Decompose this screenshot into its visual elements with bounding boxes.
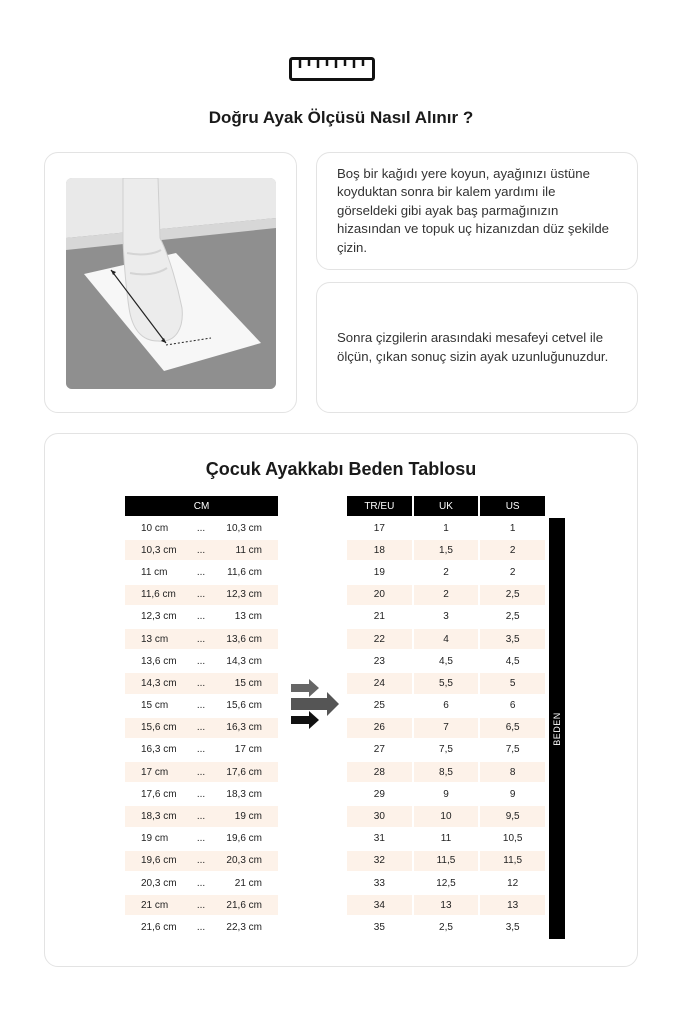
table-row: [347, 851, 547, 871]
size-chart-card: [44, 433, 638, 967]
tr-eu-cell: 19: [347, 562, 414, 582]
table-row: [347, 762, 547, 782]
cm-separator-cell: ...: [191, 806, 211, 826]
uk-cell: 1: [414, 518, 481, 538]
cm-separator-cell: ...: [196, 833, 206, 845]
cm-separator-cell: ...: [196, 700, 206, 712]
table-row: [347, 806, 547, 826]
uk-cell: 3: [414, 607, 481, 627]
table-row: [125, 740, 278, 760]
cm-separator-cell: ...: [196, 522, 206, 534]
cm-to-cell: 15 cm: [211, 673, 278, 693]
us-cell: 7,5: [480, 740, 547, 760]
table-row: [347, 607, 547, 627]
page-title: Doğru Ayak Ölçüsü Nasıl Alınır ?: [208, 108, 474, 127]
ruler-icon: [289, 57, 375, 81]
cm-from-cell: 19 cm: [141, 833, 169, 845]
us-cell: 13: [480, 895, 547, 915]
table-row: [347, 562, 547, 582]
us-cell: 2,5: [480, 585, 547, 605]
uk-cell: 2,5: [414, 917, 481, 937]
table-row: [125, 540, 278, 560]
table-row: [125, 518, 278, 538]
cm-from-cell: 11,6 cm: [125, 585, 191, 605]
us-cell: 12: [480, 873, 547, 893]
cm-to-cell: 21,6 cm: [211, 895, 278, 915]
table-row: [347, 585, 547, 605]
uk-cell: 4,5: [414, 651, 481, 671]
cm-to-cell: 12,3 cm: [211, 585, 278, 605]
table-row: [347, 740, 547, 760]
us-cell: 2: [480, 540, 547, 560]
cm-separator-cell: ...: [196, 921, 206, 933]
tr-eu-cell: 32: [347, 851, 414, 871]
table-row: [125, 895, 278, 915]
uk-cell: 12,5: [414, 873, 481, 893]
table-row: [125, 585, 278, 605]
table-row: [125, 718, 278, 738]
table-row: [347, 718, 547, 738]
size-header-tr-eu: TR/EU: [347, 496, 414, 516]
tr-eu-cell: 34: [347, 895, 414, 915]
table-row: [347, 784, 547, 804]
instruction-text-2: Sonra çizgilerin arasındaki mesafeyi cetvel ile ölçün, çıkan sonuç sizin ayak uzunluğunuzdur.: [337, 330, 609, 364]
table-row: [347, 540, 547, 560]
cm-from-cell: 17,6 cm: [141, 788, 177, 800]
cm-separator-cell: ...: [191, 629, 211, 649]
cm-to-cell: 14,3 cm: [226, 655, 262, 667]
cm-to-cell: 11 cm: [211, 540, 278, 560]
cm-separator-cell: ...: [191, 895, 211, 915]
arrows-right-icon: [291, 678, 343, 730]
tr-eu-cell: 17: [347, 518, 414, 538]
tr-eu-cell: 20: [347, 585, 414, 605]
us-cell: 2: [480, 562, 547, 582]
table-row: [125, 806, 278, 826]
uk-cell: 11,5: [414, 851, 481, 871]
table-row: [125, 651, 278, 671]
cm-separator-cell: ...: [196, 744, 206, 756]
cm-separator-cell: ...: [196, 611, 206, 623]
tr-eu-cell: 29: [347, 784, 414, 804]
table-row: [125, 762, 278, 782]
us-cell: 5: [480, 673, 547, 693]
cm-from-cell: 19,6 cm: [125, 851, 191, 871]
table-row: [347, 518, 547, 538]
uk-cell: 13: [414, 895, 481, 915]
cm-separator-cell: ...: [196, 566, 206, 578]
cm-separator-cell: ...: [196, 655, 206, 667]
cm-from-cell: 20,3 cm: [141, 877, 177, 889]
table-row: [347, 651, 547, 671]
cm-header: CM: [125, 496, 278, 516]
cm-to-cell: 20,3 cm: [211, 851, 278, 871]
table-row: [347, 629, 547, 649]
cm-to-cell: 22,3 cm: [226, 921, 262, 933]
tr-eu-cell: 28: [347, 762, 414, 782]
table-row: [125, 873, 278, 893]
cm-from-cell: 15 cm: [141, 700, 169, 712]
cm-to-cell: 18,3 cm: [226, 788, 262, 800]
us-cell: 9,5: [480, 806, 547, 826]
cm-from-cell: 18,3 cm: [125, 806, 191, 826]
size-header-us: US: [480, 496, 547, 516]
cm-separator-cell: ...: [196, 877, 206, 889]
table-row: [347, 895, 547, 915]
tr-eu-cell: 26: [347, 718, 414, 738]
cm-from-cell: 10,3 cm: [125, 540, 191, 560]
uk-cell: 1,5: [414, 540, 481, 560]
cm-from-cell: 11 cm: [141, 566, 168, 578]
size-table: [347, 494, 547, 940]
table-row: [125, 607, 278, 627]
cm-from-cell: 12,3 cm: [141, 611, 177, 623]
table-row: [347, 673, 547, 693]
tr-eu-cell: 25: [347, 696, 414, 716]
cm-to-cell: 11,6 cm: [227, 566, 262, 578]
us-cell: 6,5: [480, 718, 547, 738]
cm-from-cell: 17 cm: [125, 762, 191, 782]
cm-from-cell: 13,6 cm: [141, 655, 177, 667]
tr-eu-cell: 31: [347, 829, 414, 849]
cm-separator-cell: ...: [191, 585, 211, 605]
table-row: [125, 696, 278, 716]
uk-cell: 4: [414, 629, 481, 649]
cm-from-cell: 16,3 cm: [141, 744, 177, 756]
cm-to-cell: 19 cm: [211, 806, 278, 826]
uk-cell: 5,5: [414, 673, 481, 693]
beden-label: BEDEN: [552, 711, 563, 746]
table-row: [125, 562, 278, 582]
cm-separator-cell: ...: [191, 762, 211, 782]
us-cell: 9: [480, 784, 547, 804]
tr-eu-cell: 18: [347, 540, 414, 560]
table-row: [347, 917, 547, 937]
table-row: [125, 829, 278, 849]
tr-eu-cell: 30: [347, 806, 414, 826]
instruction-text-1: Boş bir kağıdı yere koyun, ayağınızı üstüne koyduktan sonra bir kalem yardımı ile görseldeki gibi ayak baş parmağınızın hizasından ve topuk uç hizanızdan düz şekilde çizin.: [337, 165, 609, 255]
size-chart-title: Çocuk Ayakkabı Beden Tablosu: [205, 459, 477, 479]
table-row: [125, 851, 278, 871]
tr-eu-cell: 21: [347, 607, 414, 627]
cm-from-cell: 21 cm: [125, 895, 191, 915]
us-cell: 8: [480, 762, 547, 782]
cm-to-cell: 21 cm: [234, 877, 262, 889]
uk-cell: 10: [414, 806, 481, 826]
tr-eu-cell: 35: [347, 917, 414, 937]
cm-from-cell: 21,6 cm: [141, 921, 177, 933]
us-cell: 1: [480, 518, 547, 538]
uk-cell: 2: [414, 562, 481, 582]
cm-separator-cell: ...: [191, 851, 211, 871]
uk-cell: 9: [414, 784, 481, 804]
cm-separator-cell: ...: [191, 718, 211, 738]
cm-separator-cell: ...: [191, 673, 211, 693]
uk-cell: 8,5: [414, 762, 481, 782]
us-cell: 10,5: [480, 829, 547, 849]
cm-to-cell: 17 cm: [234, 744, 262, 756]
tr-eu-cell: 33: [347, 873, 414, 893]
table-row: [125, 629, 278, 649]
cm-separator-cell: ...: [191, 540, 211, 560]
beden-side-label-bar: [549, 518, 565, 939]
table-row: [347, 696, 547, 716]
cm-from-cell: 10 cm: [141, 522, 169, 534]
cm-separator-cell: ...: [196, 788, 206, 800]
cm-to-cell: 16,3 cm: [211, 718, 278, 738]
table-row: [125, 917, 278, 937]
cm-to-cell: 13,6 cm: [211, 629, 278, 649]
table-row: [125, 784, 278, 804]
tr-eu-cell: 22: [347, 629, 414, 649]
tr-eu-cell: 23: [347, 651, 414, 671]
cm-from-cell: 15,6 cm: [125, 718, 191, 738]
us-cell: 3,5: [480, 917, 547, 937]
tr-eu-cell: 27: [347, 740, 414, 760]
us-cell: 2,5: [480, 607, 547, 627]
uk-cell: 6: [414, 696, 481, 716]
foot-measure-photo-card: [44, 152, 297, 413]
tr-eu-cell: 24: [347, 673, 414, 693]
uk-cell: 2: [414, 585, 481, 605]
instruction-card-2: [316, 282, 638, 413]
cm-to-cell: 10,3 cm: [226, 522, 262, 534]
table-row: [347, 873, 547, 893]
cm-table: [125, 494, 278, 940]
us-cell: 6: [480, 696, 547, 716]
uk-cell: 7,5: [414, 740, 481, 760]
us-cell: 3,5: [480, 629, 547, 649]
instruction-card-1: [316, 152, 638, 270]
cm-to-cell: 13 cm: [234, 611, 262, 623]
table-row: [125, 673, 278, 693]
cm-to-cell: 19,6 cm: [226, 833, 262, 845]
uk-cell: 7: [414, 718, 481, 738]
us-cell: 4,5: [480, 651, 547, 671]
cm-to-cell: 15,6 cm: [226, 700, 262, 712]
cm-from-cell: 14,3 cm: [125, 673, 191, 693]
size-header-uk: UK: [414, 496, 481, 516]
cm-from-cell: 13 cm: [125, 629, 191, 649]
cm-to-cell: 17,6 cm: [211, 762, 278, 782]
table-row: [347, 829, 547, 849]
us-cell: 11,5: [480, 851, 547, 871]
foot-measure-illustration: [66, 178, 276, 389]
uk-cell: 11: [414, 829, 481, 849]
